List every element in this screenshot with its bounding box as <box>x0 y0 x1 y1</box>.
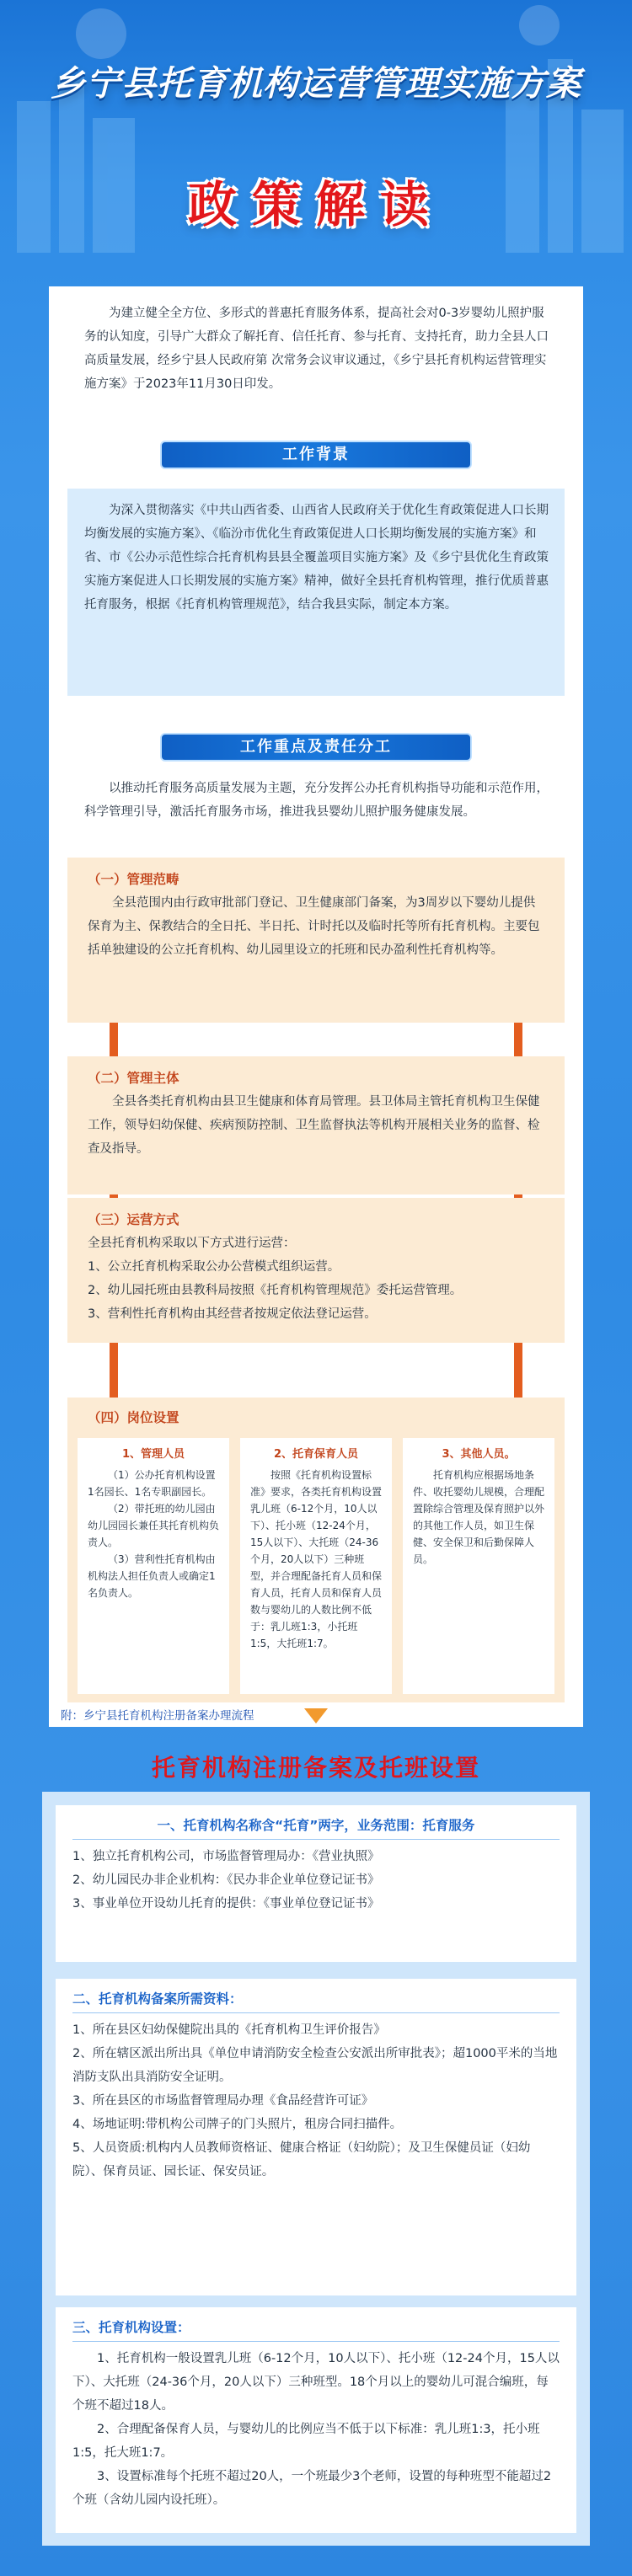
focus-text: 以推动托育服务高质量发展为主题，充分发挥公办托育机构指导功能和示范作用，科学管理引导，激活托育服务市场，推进我县婴幼儿照护服务健康发展。 <box>84 782 549 819</box>
section-scope <box>67 858 565 1023</box>
background-heading: 工作背景 <box>160 441 472 469</box>
registration-item: 1、独立托育机构公司，市场监督管理局办：《营业执照》 <box>72 1850 380 1863</box>
registration-item: 3、所在县区的市场监督管理局办理《食品经营许可证》 <box>72 2094 374 2108</box>
registration-box-title: 三、托育机构设置： <box>72 2320 190 2335</box>
divider <box>72 2341 560 2342</box>
registration-panel <box>42 1792 590 2546</box>
annex-link[interactable]: 附：乡宁县托育机构注册备案办理流程 <box>61 1709 254 1723</box>
section-operation <box>67 1198 565 1343</box>
down-arrow-icon <box>304 1708 328 1724</box>
posts-card-others <box>403 1438 554 1694</box>
posts-card-line: （1）公办托育机构设置1名园长、1名专职副园长。 <box>88 1469 216 1498</box>
posts-card-line: 按照《托育机构设置标准》要求，各类托育机构设置乳儿班（6-12个月，10人以下）、托小班（12-24个月，15人以下）、大托班（24-36个月，20人以下）三种班型，并合理配备托育人员和保育人员，托育人员和保育人员数与婴幼儿的人数比例不低于：乳儿班1:3，小托班1:5，大托班1:7。 <box>250 1469 383 1649</box>
page-subtitle: 政策解读 <box>187 176 444 233</box>
section-subject-title: （二）管理主体 <box>88 1071 179 1086</box>
connector-left <box>110 1343 118 1398</box>
section-scope-text: 全县范围内由行政审批部门登记、卫生健康部门备案，为3周岁以下婴幼儿提供保育为主、保教结合的全日托、半日托、计时托以及临时托等所有托育机构。主要包括单独建设的公立托育机构、幼儿园里设立的托班和民办盈利性托育机构等。 <box>88 896 540 957</box>
registration-box-classes <box>56 2307 576 2533</box>
page-title: 乡宁县托育机构运营管理实施方案 <box>51 63 581 104</box>
section-operation-lead: 全县托育机构采取以下方式进行运营： <box>88 1237 296 1250</box>
section-scope-title: （一）管理范畴 <box>88 872 179 887</box>
section-operation-item: 3、营利性托育机构由其经营者按规定依法登记运营。 <box>88 1307 377 1321</box>
divider <box>72 1839 560 1840</box>
connector-right <box>514 1343 522 1398</box>
connector-right <box>514 1023 522 1056</box>
registration-heading: 托育机构注册备案及托班设置 <box>151 1754 480 1782</box>
posts-card-line: （3）营利性托育机构由机构法人担任负责人或确定1名负责人。 <box>88 1553 216 1599</box>
posts-card-title: 3、其他人员。 <box>442 1448 516 1461</box>
registration-item: 5、人员资质:机构内人员教师资格证、健康合格证（妇幼院）；及卫生保健员证（妇幼院）、保育员证、园长证、保安员证。 <box>72 2141 531 2178</box>
registration-box-materials <box>56 1979 576 2295</box>
registration-item: 3、设置标准每个托班不超过20人，一个班最少3个老师，设置的每种班型不能超过2个班（含幼儿园内设托班）。 <box>72 2470 552 2507</box>
divider <box>72 2012 560 2013</box>
registration-item: 2、所在辖区派出所出具《单位申请消防安全检查公安派出所审批表》；超1000平米的当地消防支队出具消防安全证明。 <box>72 2047 558 2084</box>
section-posts-title: （四）岗位设置 <box>88 1410 179 1425</box>
posts-card-line: 托育机构应根据场地条件、收托婴幼儿规模，合理配置除综合管理及保育照护以外的其他工作人员，如卫生保健、安全保卫和后勤保障人员。 <box>413 1469 545 1565</box>
posts-card-managers <box>78 1438 229 1694</box>
registration-item: 1、托育机构一般设置乳儿班（6-12个月，10人以下）、托小班（12-24个月，15人以下）、大托班（24-36个月，20人以下）三种班型。18个月以上的婴幼儿可混合编班，每个班不超过18人。 <box>72 2352 560 2413</box>
posts-card-caregivers <box>240 1438 392 1694</box>
background-text: 为深入贯彻落实《中共山西省委、山西省人民政府关于优化生育政策促进人口长期均衡发展的实施方案》、《临汾市优化生育政策促进人口长期均衡发展的实施方案》和省、市《公办示范性综合托育机构县县全覆盖项目实施方案》及《乡宁县优化生育政策实施方案促进人口长期发展的实施方案》精神，做好全县托育机构管理，推行优质普惠托育服务，根据《托育机构管理规范》，结合我县实际，制定本方案。 <box>84 504 549 612</box>
section-subject-text: 全县各类托育机构由县卫生健康和体育局管理。县卫体局主管托育机构卫生保健工作，领导妇幼保健、疾病预防控制、卫生监督执法等机构开展相关业务的监督、检查及指导。 <box>88 1095 540 1156</box>
registration-item: 1、所在县区妇幼保健院出具的《托育机构卫生评价报告》 <box>72 2023 386 2037</box>
registration-box-title: 二、托育机构备案所需资料： <box>72 1991 243 2007</box>
registration-item: 3、事业单位开设幼儿托育的提供：《事业单位登记证书》 <box>72 1897 380 1911</box>
posts-card-title: 1、管理人员 <box>121 1448 185 1461</box>
section-operation-item: 1、公立托育机构采取公办公营模式组织运营。 <box>88 1260 340 1274</box>
registration-item: 2、合理配备保育人员，与婴幼儿的比例应当不低于以下标准：乳儿班1:3，托小班1:5，托大班1:7。 <box>72 2423 540 2460</box>
connector-left <box>110 1023 118 1056</box>
intro-text: 为建立健全全方位、多形式的普惠托育服务体系，提高社会对0-3岁婴幼儿照护服务的认知度，引导广大群众了解托育、信任托育、参与托育、支持托育，助力全县人口高质量发展，经乡宁县人民政府第 次常务会议审议通过，《乡宁县托育机构运营管理实施方案》于2023年11月30日印发。 <box>84 307 549 391</box>
posts-card-line: （2）带托班的幼儿园由幼儿园园长兼任其托育机构负责人。 <box>88 1503 220 1548</box>
section-operation-title: （三）运营方式 <box>88 1212 179 1227</box>
section-posts <box>67 1398 565 1702</box>
section-subject <box>67 1056 565 1194</box>
posts-card-title: 2、托育保育人员 <box>273 1448 359 1461</box>
section-operation-item: 2、幼儿园托班由县教科局按照《托育机构管理规范》委托运营管理。 <box>88 1284 463 1297</box>
focus-heading: 工作重点及责任分工 <box>160 733 472 762</box>
registration-box-title: 一、托育机构名称含“托育”两字，业务范围：托育服务 <box>157 1818 475 1833</box>
registration-item: 2、幼儿园民办非企业机构：《民办非企业单位登记证书》 <box>72 1873 380 1887</box>
registration-box-name <box>56 1805 576 1962</box>
registration-item: 4、场地证明:带机构公司牌子的门头照片，租房合同扫描件。 <box>72 2118 403 2131</box>
